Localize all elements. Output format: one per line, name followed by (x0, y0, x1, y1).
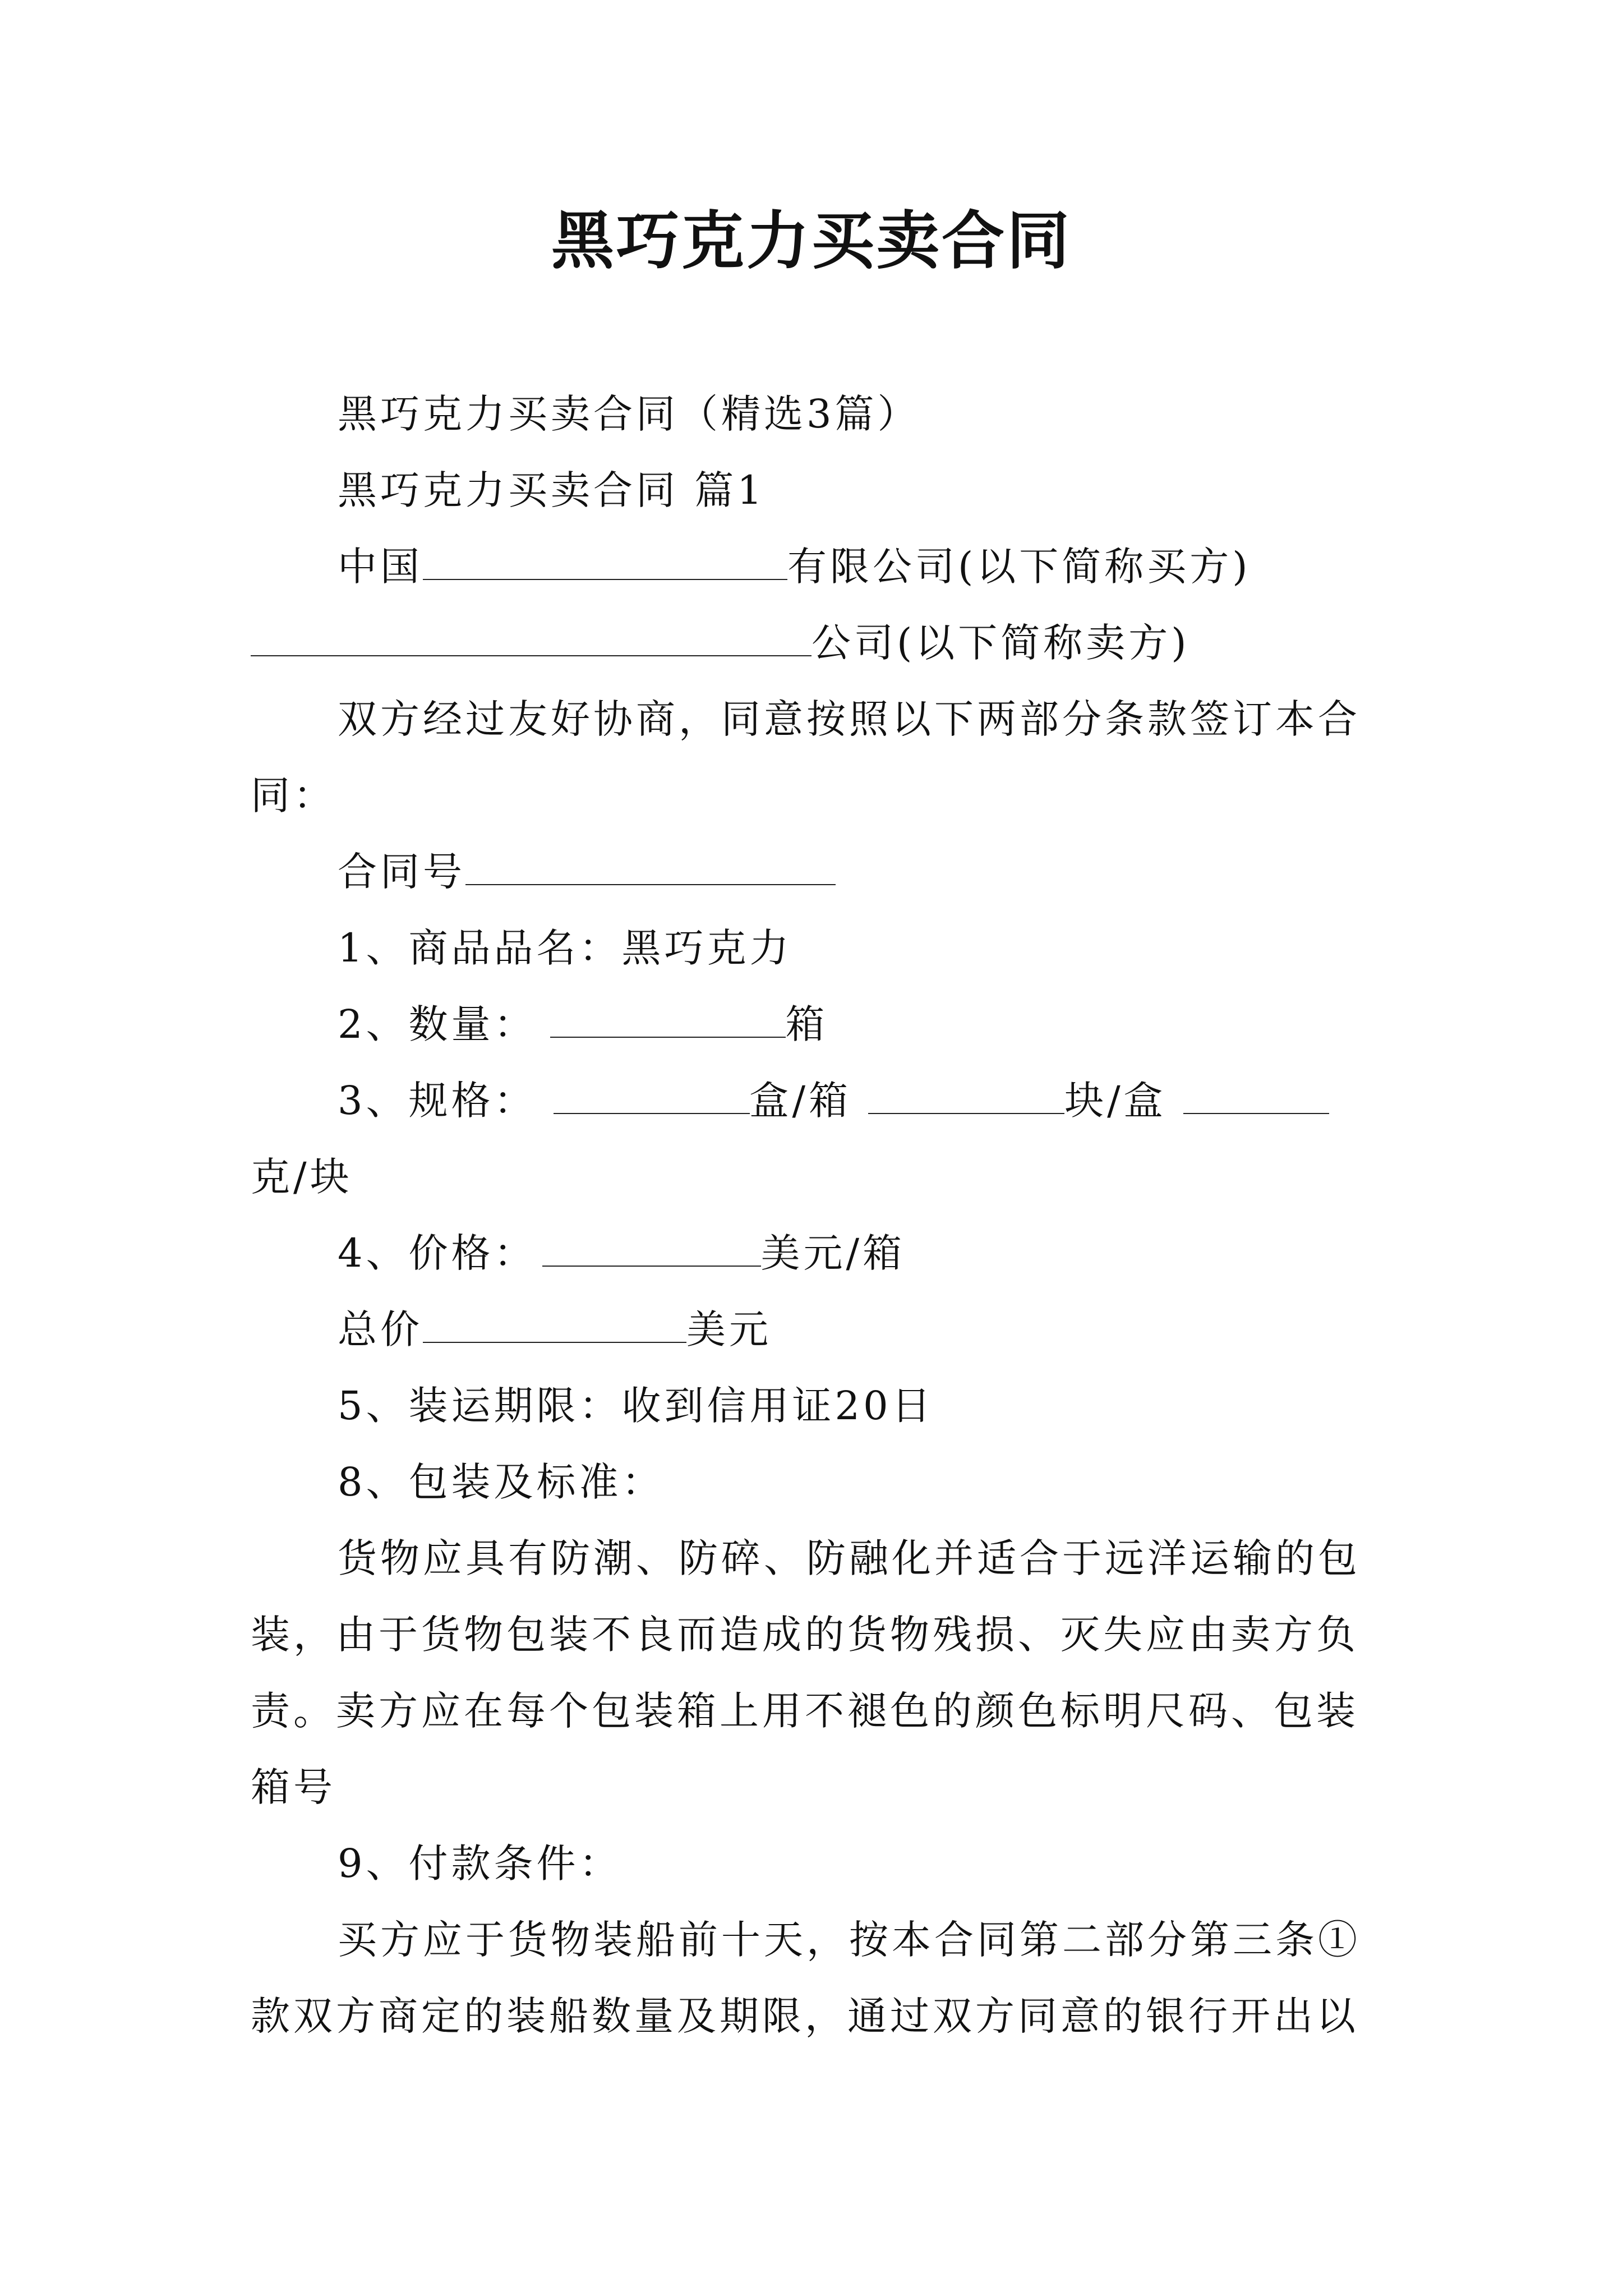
buyer-line (251, 528, 1384, 605)
contract-number-blank (465, 852, 836, 885)
quantity-unit: 箱 (785, 1001, 828, 1047)
item-shipment-period: 5、装运期限：收到信用证20日 (338, 1383, 934, 1429)
seller-name-blank (251, 623, 811, 656)
price-label: 4、价格： (338, 1230, 537, 1276)
buyer-prefix: 中国 (338, 544, 423, 590)
contract-number-label: 合同号 (338, 849, 465, 895)
price-blank (542, 1233, 761, 1267)
item-price (251, 1215, 1384, 1291)
buyer-name-blank (423, 546, 787, 580)
quantity-label: 2、数量： (338, 1001, 537, 1047)
item-payment-heading: 9、付款条件： (338, 1841, 622, 1887)
spec-unit-boxes: 盒/箱 (749, 1078, 852, 1124)
item-quantity (251, 986, 1384, 1062)
buyer-suffix: 有限公司(以下简称买方) (787, 544, 1251, 590)
part-heading: 黑巧克力买卖合同 篇1 (338, 467, 766, 513)
document-body (251, 376, 1384, 2054)
spec-blank-pieces (868, 1080, 1064, 1114)
total-blank (423, 1309, 686, 1343)
intro-paragraph: 双方经过友好协商，同意按照以下两部分条款签订本合同： (251, 696, 1361, 818)
contract-number-line (251, 834, 1384, 910)
item-product-name: 1、商品品名：黑巧克力 (338, 925, 792, 971)
price-unit: 美元/箱 (760, 1230, 906, 1276)
total-price-line (251, 1291, 1384, 1368)
quantity-blank (550, 1004, 786, 1038)
item-packing-heading: 8、包装及标准： (338, 1459, 665, 1505)
total-label: 总价 (338, 1306, 423, 1352)
spec-unit-pieces: 块/盒 (1064, 1078, 1166, 1124)
spec-blank-boxes (554, 1080, 750, 1114)
subtitle: 黑巧克力买卖合同（精选3篇） (338, 391, 920, 437)
payment-paragraph: 买方应于货物装船前十天，按本合同第二部分第三条①款双方商定的装船数量及期限，通过双方同意的银行开出以 (251, 1917, 1361, 2039)
seller-line (251, 605, 1384, 681)
spec-unit-grams: 克/块 (251, 1154, 353, 1200)
seller-suffix: 公司(以下简称卖方) (811, 620, 1190, 666)
packing-paragraph: 货物应具有防潮、防碎、防融化并适合于远洋运输的包装，由于货物包装不良而造成的货物残损、灭失应由卖方负责。卖方应在每个包装箱上用不褪色的颜色标明尺码、包装箱号 (251, 1535, 1361, 1810)
total-unit: 美元 (686, 1306, 772, 1352)
spec-blank-grams (1183, 1080, 1329, 1114)
item-specification (251, 1062, 1384, 1215)
spec-label: 3、规格： (338, 1078, 537, 1124)
document-title: 黑巧克力买卖合同 (551, 204, 1072, 278)
